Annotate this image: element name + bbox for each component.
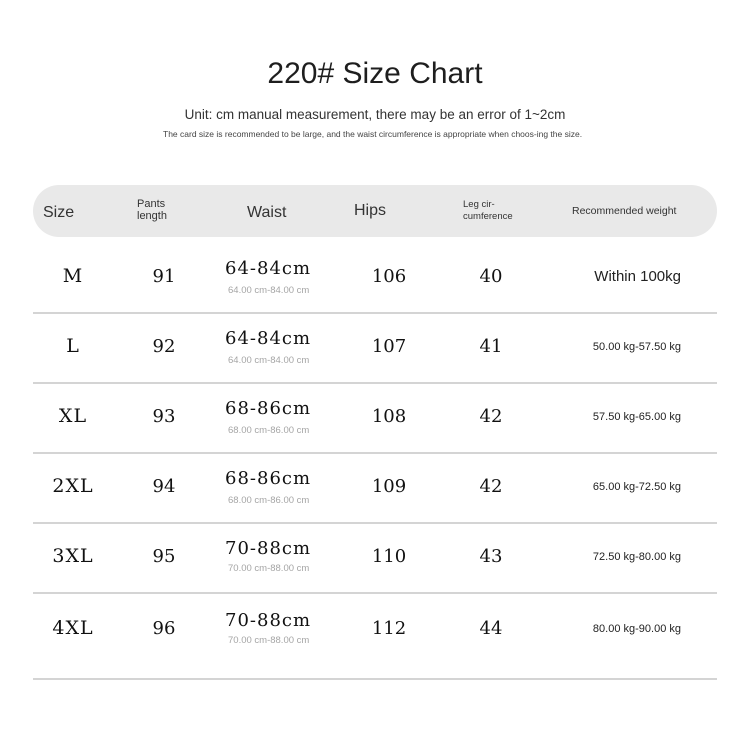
leg-circumference-cell: 41 — [479, 336, 503, 357]
hips-cell: 106 — [371, 266, 407, 287]
recommended-weight-cell: 65.00 kg-72.50 kg — [592, 481, 681, 493]
waist-detail-cell: 64.00 cm-84.00 cm — [228, 285, 310, 296]
hips-cell: 112 — [371, 618, 407, 639]
leg-circumference-cell: 42 — [479, 406, 503, 427]
waist-cell: 70-88cm — [225, 538, 312, 559]
pants-length-cell: 95 — [152, 546, 176, 567]
waist-detail-cell: 68.00 cm-86.00 cm — [228, 425, 310, 436]
recommended-weight-cell: 50.00 kg-57.50 kg — [592, 341, 681, 353]
header-recommended-weight: Recommended weight — [572, 205, 677, 217]
waist-cell: 64-84cm — [225, 258, 312, 279]
leg-circumference-cell: 40 — [479, 266, 503, 287]
header-hips: Hips — [354, 202, 387, 219]
leg-circumference-cell: 42 — [479, 476, 503, 497]
recommended-weight-cell: 57.50 kg-65.00 kg — [592, 411, 681, 423]
hips-cell: 107 — [371, 336, 407, 357]
size-cell: 4XL — [52, 617, 94, 639]
page-title: 220# Size Chart — [267, 57, 483, 90]
pants-length-cell: 94 — [152, 476, 176, 497]
size-note: The card size is recommended to be large, and the waist circumference is appropriate when choos-ing the size. — [163, 129, 583, 139]
table-row — [33, 596, 717, 680]
size-cell: 3XL — [52, 545, 94, 567]
row-divider — [33, 592, 717, 594]
leg-circumference-cell: 43 — [479, 546, 503, 567]
size-cell: L — [66, 335, 80, 357]
recommended-weight-cell: 80.00 kg-90.00 kg — [592, 623, 681, 635]
waist-cell: 68-86cm — [225, 398, 312, 419]
recommended-weight-cell: 72.50 kg-80.00 kg — [592, 551, 681, 563]
row-divider — [33, 678, 717, 680]
table-row — [33, 314, 717, 384]
pants-length-cell: 93 — [152, 406, 176, 427]
waist-detail-cell: 70.00 cm-88.00 cm — [228, 563, 310, 574]
table-row — [33, 524, 717, 594]
size-cell: 2XL — [52, 475, 94, 497]
unit-subtitle: Unit: cm manual measurement, there may be an error of 1~2cm — [184, 107, 566, 122]
table-header — [33, 185, 717, 237]
waist-cell: 70-88cm — [225, 610, 312, 631]
pants-length-cell: 91 — [152, 266, 176, 287]
hips-cell: 109 — [371, 476, 407, 497]
leg-circumference-cell: 44 — [479, 618, 503, 639]
header-waist: Waist — [247, 204, 287, 221]
header-pants-length: Pants length — [137, 198, 167, 222]
waist-detail-cell: 68.00 cm-86.00 cm — [228, 495, 310, 506]
table-row — [33, 244, 717, 314]
size-cell: M — [62, 265, 84, 287]
hips-cell: 110 — [371, 546, 407, 567]
waist-cell: 64-84cm — [225, 328, 312, 349]
table-row — [33, 454, 717, 524]
header-leg-circumference: Leg cir-cumference — [463, 199, 513, 222]
waist-detail-cell: 70.00 cm-88.00 cm — [228, 635, 310, 646]
header-size: Size — [43, 204, 75, 221]
pants-length-cell: 96 — [152, 618, 176, 639]
waist-cell: 68-86cm — [225, 468, 312, 489]
waist-detail-cell: 64.00 cm-84.00 cm — [228, 355, 310, 366]
table-row — [33, 384, 717, 454]
size-cell: XL — [58, 405, 88, 427]
pants-length-cell: 92 — [152, 336, 176, 357]
hips-cell: 108 — [371, 406, 407, 427]
recommended-weight-cell: Within 100kg — [594, 268, 681, 285]
